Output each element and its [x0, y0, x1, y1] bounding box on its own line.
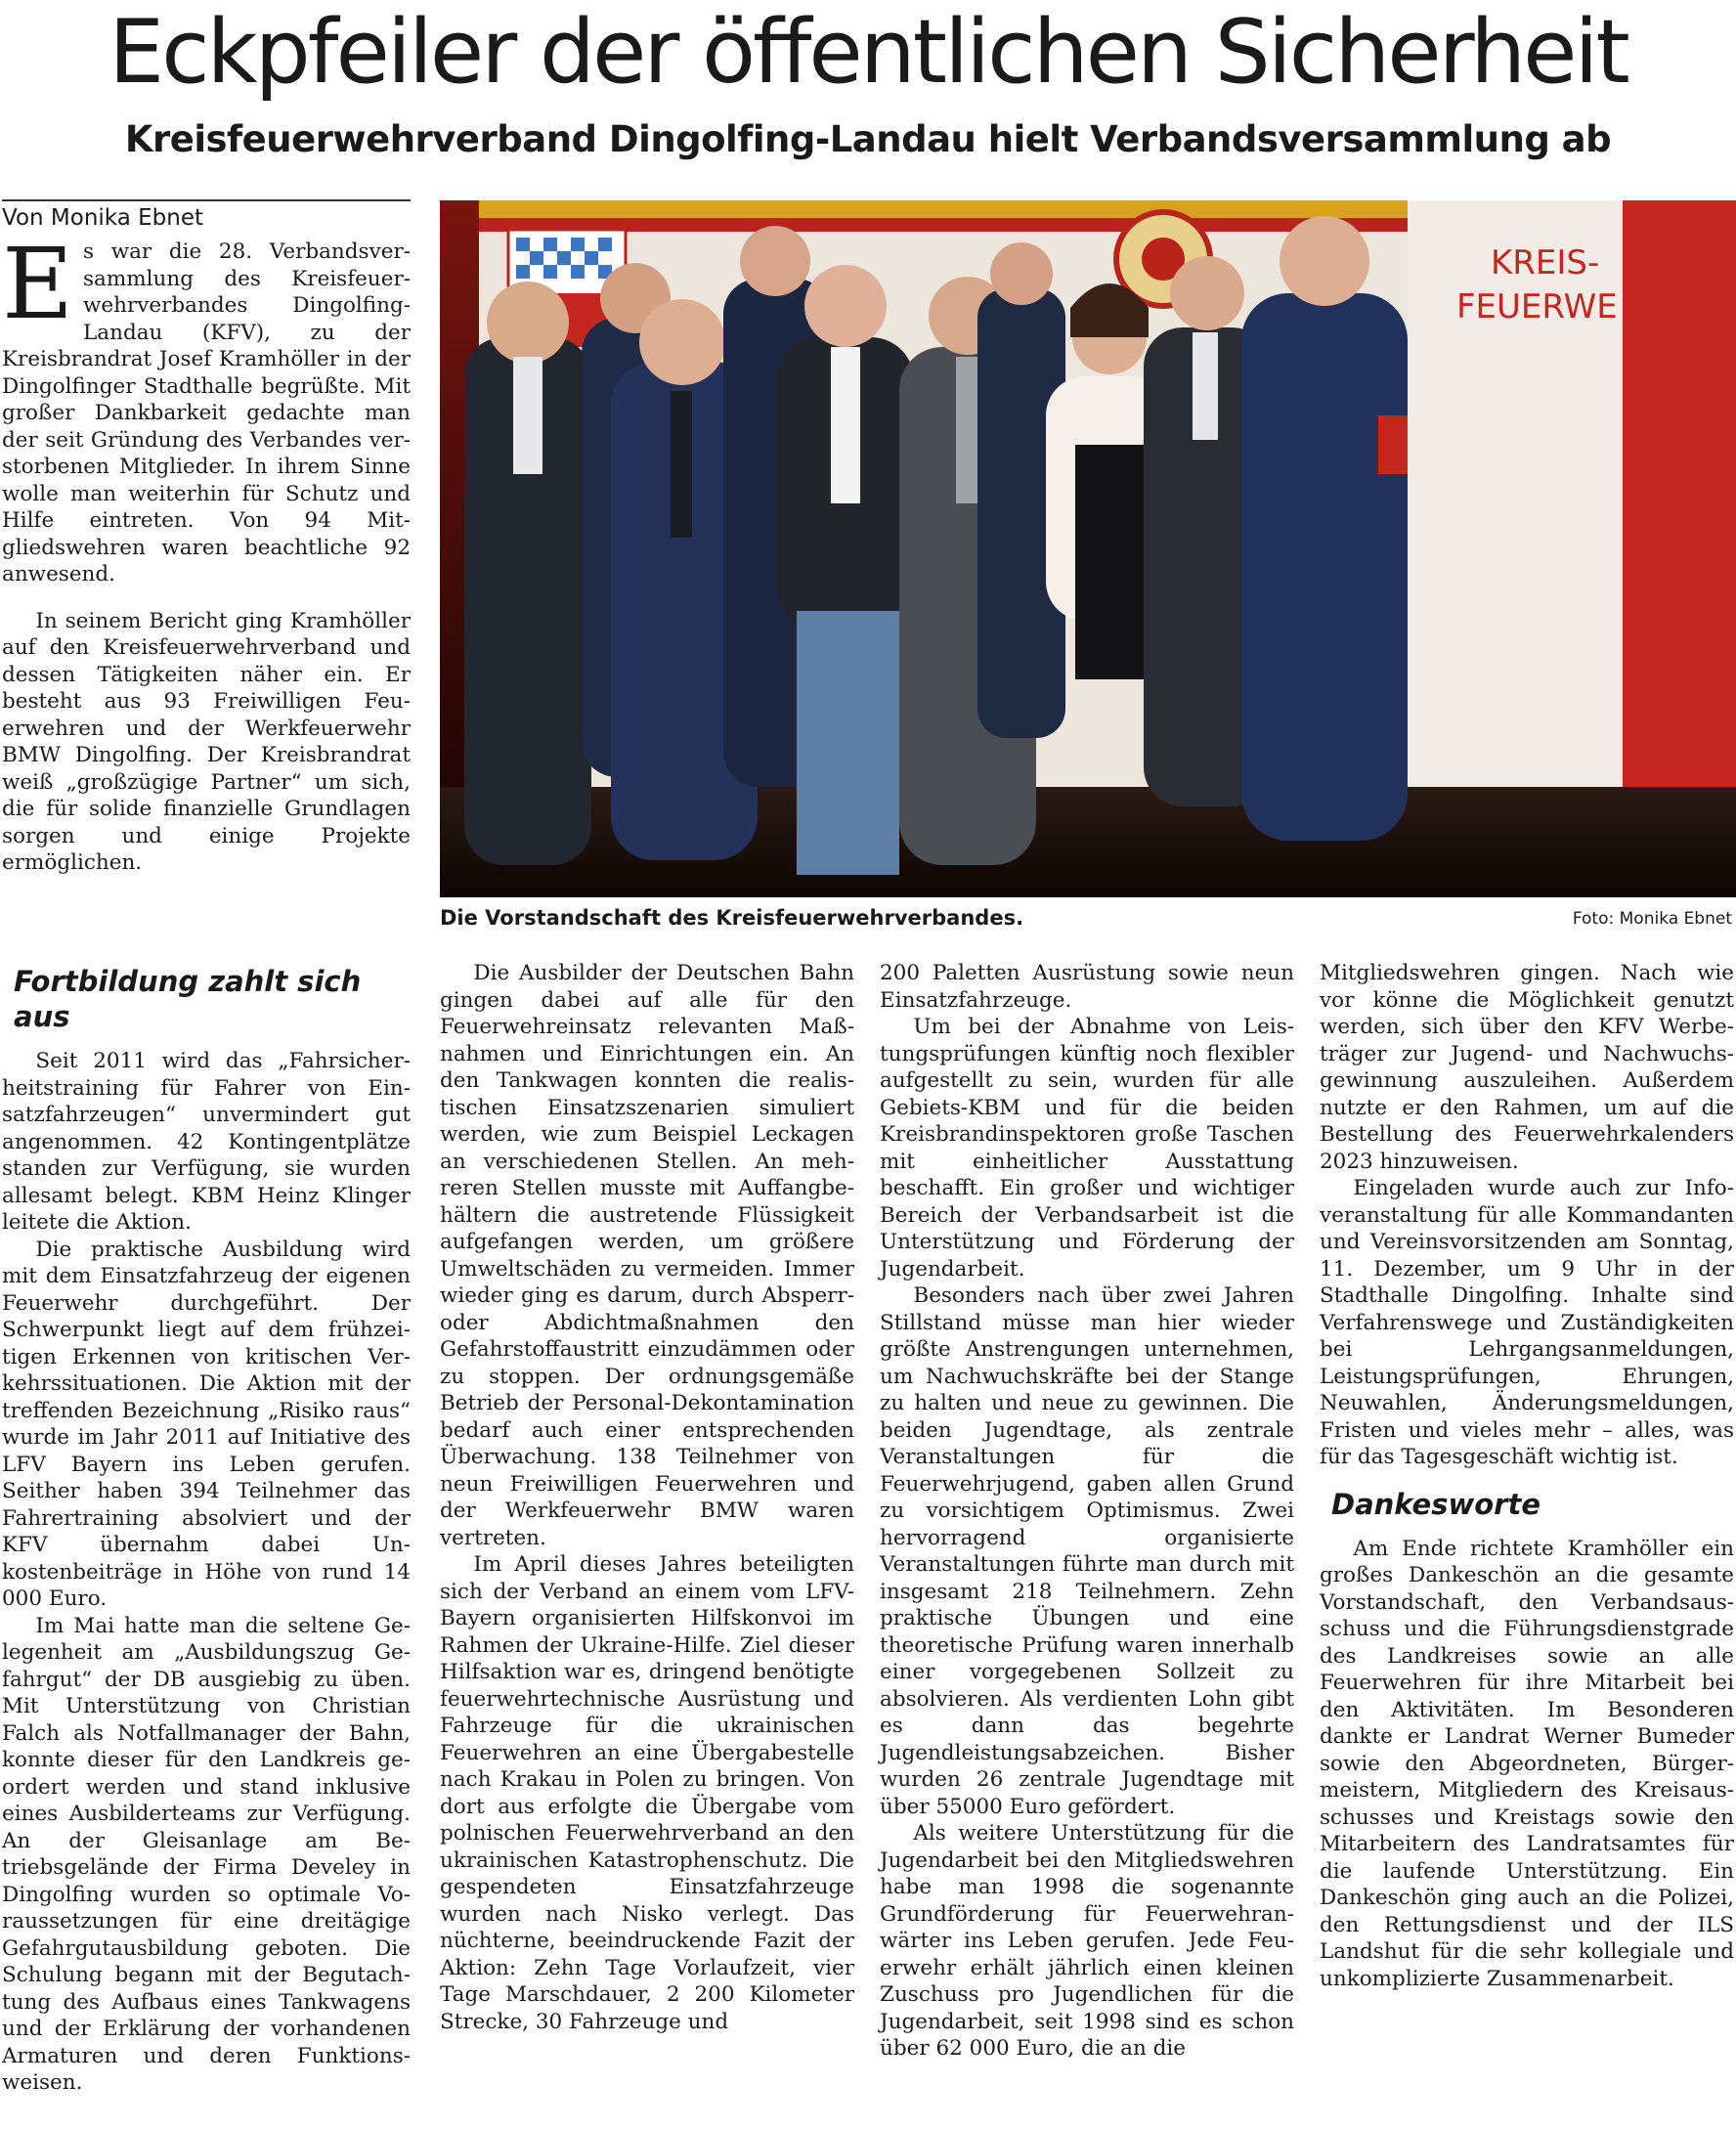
section-heading: Fortbildung zahlt sich aus [14, 965, 362, 1033]
article-paragraph: Besonders nach über zwei Jahren Stillstand müsse man hier wieder größte Anstrengungen unternehmen, um Nachwuchskräfte bei der Stange zu halten und neue zu gewinnen. Die beiden Jugendtage, als zentrale Veranstaltungen für die Feuerwehrjugend, gaben allen Grund zu vorsichtigem Optimismus. Zwei hervorragend organisierte Veranstaltungen führte man durch mit insgesamt 218 Teilnehmern. Zehn praktische Übungen und eine theoretische Prüfung waren innerhalb einer vorgegebenen Sollzeit zu absolvieren. Als verdienten Lohn gibt es dann das begehrte Jugendleistungsabzeichen. Bisher wurden 26 zentrale Jugendtage mit über 55000 Euro gefördert. [880, 1283, 1294, 1819]
banner-text: FEUERWE [1456, 287, 1618, 326]
article-column-1 [2, 948, 411, 2097]
byline-rule [2, 199, 411, 201]
article-column-2 [440, 960, 854, 2035]
article-column-4 [1320, 960, 1734, 1992]
drop-cap: E [2, 227, 73, 341]
subheadline: Kreisfeuerwehrverband Dingolfing-Landau hielt Verbandsversammlung ab [124, 118, 1612, 160]
article-column-3 [880, 960, 1294, 2063]
group-photo [440, 200, 1736, 897]
article-paragraph: 200 Paletten Ausrüstung sowie neun Einsatzfahrzeuge. [880, 961, 1294, 1013]
intro-paragraph: In seinem Bericht ging Kramhöller auf den Kreisfeuerwehrverband und dessen Tätigkeiten näher ein. Er besteht aus 93 Freiwilligen Feuerwehren und der Werkfeuerwehr BMW Dingolfing. Der Kreisbrandrat weiß „großzügige Partner“ um sich, die für solide finanzielle Grundlagen sorgen und einige Projekte ermöglichen. [2, 608, 411, 875]
section-heading: Dankesworte [1331, 1487, 1541, 1521]
article-paragraph: Die Ausbilder der Deutschen Bahn gingen dabei auf alle für den Feuerwehreinsatz relevanten Maßnahmen und Einrichtungen ein. An den Tankwagen konnten die realistischen Einsatzszenarien simuliert werden, wie zum Beispiel Leckagen an verschiedenen Stellen. An mehreren Stellen musste mit Auffangbehältern die austretende Flüssigkeit aufgefangen werden, um größere Umweltschäden zu vermeiden. Immer wieder ging es darum, durch Absperr- oder Abdichtmaßnahmen den Gefahrstoffaustritt einzudämmen oder zu stoppen. Der ordnungsgemäße Betrieb der Personal-Dekontamination bedarf auch einer entsprechenden Überwachung. 138 Teilnehmer von neun Freiwilligen Feuerwehren und der Werkfeuerwehr BMW waren vertreten. [440, 961, 854, 1550]
article-paragraph: Als weitere Unterstützung für die Jugendarbeit bei den Mitgliedswehren habe man 1998 die sogenannte Grundförderung für Feuerwehranwärter ins Leben gerufen. Jede Feuerwehr erhält jährlich einen kleinen Zuschuss pro Jugendlichen für die Jugendarbeit, seit 1998 sind es schon über 62 000 Euro, die an die [880, 1821, 1294, 2061]
intro-column [2, 227, 411, 877]
group-photo-illustration [440, 200, 1736, 897]
article-paragraph: Die praktische Ausbildung wird mit dem Einsatzfahrzeug der eigenen Feuerwehr durchgeführt. Der Schwerpunkt liegt auf dem frühzeitigen Erkennen von kritischen Verkehrssituationen. Die Aktion mit der treffenden Bezeichnung „Risiko raus“ wurde im Jahr 2011 auf Initiative des LFV Bayern ins Leben gerufen. Seither haben 394 Teilnehmer das Fahrertraining absolviert und der KFV übernahm dabei Unkostenbeiträge in Höhe von rund 14 000 Euro. [2, 1237, 411, 1611]
article-paragraph: Im Mai hatte man die seltene Gelegenheit am „Ausbildungszug Gefahrgut“ der DB ausgiebig zu üben. Mit Unterstützung von Christian Falch als Notfallmanager der Bahn, konnte dieser für den Landkreis geordert werden und stand inklusive eines Ausbilderteams zur Verfügung. An der Gleisanlage am Betriebsgelände der Firma Develey in Dingolfing wurden so optimale Voraussetzungen für eine dreitägige Gefahrgutausbildung geboten. Die Schulung begann mit der Begutachtung des Aufbaus eines Tankwagens und der Erklärung der vorhandenen Armaturen und deren Funktionsweisen. [2, 1613, 411, 2095]
headline: Eckpfeiler der öffentlichen Sicherheit [108, 1, 1628, 104]
banner-text: KREIS- [1491, 243, 1600, 282]
article-paragraph: Mitgliedswehren gingen. Nach wie vor könne die Möglichkeit genutzt werden, sich über den KFV Werbeträger zur Jugend- und Nachwuchsgewinnung auszuleihen. Außerdem nutzte er den Rahmen, um auf die Bestellung des Feuerwehrkalenders 2023 hinzuweisen. [1320, 961, 1734, 1174]
article-paragraph: Seit 2011 wird das „Fahrsicherheitstraining für Fahrer von Einsatzfahrzeugen“ unvermindert gut angenommen. 42 Kontingentplätze standen zur Verfügung, sie wurden allesamt belegt. KBM Heinz Klinger leitete die Aktion. [2, 1049, 411, 1235]
article-paragraph: Am Ende richtete Kramhöller ein großes Dankeschön an die gesamte Vorstandschaft, den Verbandsausschuss und die Führungsdienstgrade des Landkreises sowie an alle Feuerwehren für ihre Mitarbeit bei den Aktivitäten. Im Besonderen dankte er Landrat Werner Bumeder sowie den Abgeordneten, Bürgermeistern, Mitgliedern des Kreisausschusses und Kreistags sowie den Mitarbeitern des Landratsamtes für die laufende Unterstützung. Ein Dankeschön ging auch an die Polizei, den Rettungsdienst und der ILS Landshut für die sehr kollegiale und unkomplizierte Zusammenarbeit. [1320, 1536, 1734, 1991]
photo-credit: Foto: Monika Ebnet [1572, 909, 1732, 929]
article-paragraph: Im April dieses Jahres beteiligten sich der Verband an einem vom LFV-Bayern organisierten Hilfskonvoi im Rahmen der Ukraine-Hilfe. Ziel dieser Hilfsaktion war es, dringend benötigte feuerwehrtechnische Ausrüstung und Fahrzeuge für die ukrainischen Feuerwehren an eine Übergabestelle nach Krakau in Polen zu bringen. Von dort aus erfolgte die Übergabe vom polnischen Feuerwehrverband an den ukrainischen Katastrophenschutz. Die gespendeten Einsatzfahrzeuge wurden nach Nisko verlegt. Das nüchterne, beeindruckende Fazit der Aktion: Zehn Tage Vorlaufzeit, vier Tage Marschdauer, 2 200 Kilometer Strecke, 30 Fahrzeuge und [440, 1552, 854, 2034]
article-paragraph: Eingeladen wurde auch zur Infoveranstaltung für alle Kommandanten und Vereinsvorsitzenden am Sonntag, 11. Dezember, um 9 Uhr in der Stadthalle Dingolfing. Inhalte sind Verfahrenswege und Zuständigkeiten bei Lehrgangsanmeldungen, Leistungsprüfungen, Ehrungen, Neuwahlen, Änderungsmeldungen, Fristen und vieles mehr – alles, was für das Tagesgeschäft wichtig ist. [1320, 1176, 1734, 1469]
photo-caption: Die Vorstandschaft des Kreisfeuerwehrverbandes. [440, 906, 1024, 930]
byline: Von Monika Ebnet [2, 205, 203, 231]
article-paragraph: Um bei der Abnahme von Leistungsprüfungen künftig noch flexibler aufgestellt zu sein, wurden für alle Gebiets-KBM und für die beiden Kreisbrandinspektoren große Taschen mit einheitlicher Ausstattung beschafft. Ein großer und wichtiger Bereich der Verbandsarbeit ist die Unterstützung und Förderung der Jugendarbeit. [880, 1015, 1294, 1282]
intro-paragraph: s war die 28. Verbandsversammlung des Kreisfeuerwehrverbandes Dingolfing-Landau (KFV), zu der Kreisbrandrat Josef Kramhöller in der Dingolfinger Stadthalle begrüßte. Mit großer Dankbarkeit gedachte man der seit Gründung des Verbandes verstorbenen Mitglieder. In ihrem Sinne wolle man weiterhin für Schutz und Hilfe eintreten. Von 94 Mitgliedswehren waren beachtliche 92 anwesend. [2, 239, 411, 587]
